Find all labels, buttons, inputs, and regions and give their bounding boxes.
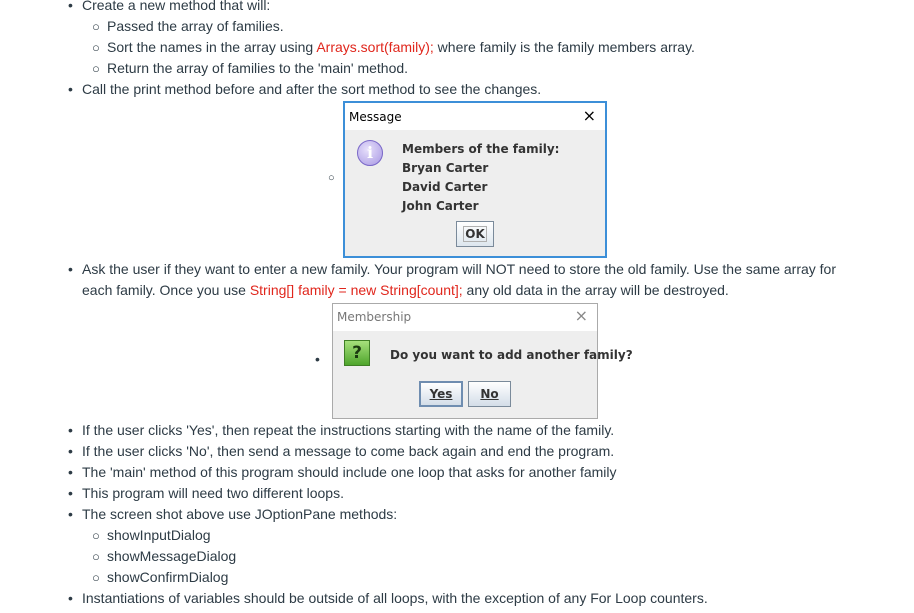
item-text: showConfirmDialog [107,569,229,585]
sub-list-item [92,58,409,79]
message-dialog [343,101,607,258]
item-text: showMessageDialog [107,548,237,564]
circle-bullet-icon: ○ [92,61,100,76]
bullet-icon: • [68,443,73,459]
bullet-icon: • [68,81,73,97]
circle-bullet-icon: ○ [92,528,100,543]
dialog-title: Membership [337,310,412,324]
info-icon: i [357,140,383,166]
bullet-icon: • [68,464,73,480]
circle-bullet-icon: ○ [328,172,335,184]
item-text: Sort the names in the array using [107,39,317,55]
close-icon[interactable]: × [582,106,596,125]
sub-list-item [92,525,211,546]
item-text: Ask the user if they want to enter a new family. Your program will NOT need to store the old family. Use the same array for [82,261,837,277]
bullet-icon: • [68,261,73,277]
list-item-continuation [82,280,729,301]
item-text: Return the array of families to the 'main' method. [107,60,409,76]
item-text: any old data in the array will be destroyed. [462,282,729,298]
dialog-title: Message [349,110,402,124]
list-item [68,420,615,441]
bullet-icon: • [68,422,73,438]
circle-bullet-icon: ○ [92,19,100,34]
code-snippet: String[] family = new String[count]; [249,282,463,298]
dialog-title-bar [345,103,605,130]
sub-list-item [92,546,237,567]
item-text: where family is the family members array. [433,39,695,55]
item-text: Passed the array of families. [107,18,284,34]
message-line: John Carter [402,199,479,213]
sub-list-item [92,37,695,58]
message-line: Bryan Carter [402,161,489,175]
list-item [68,462,617,483]
sub-list-item [92,567,229,588]
item-text: each family. Once you use [82,282,250,298]
list-item [68,79,542,100]
bullet-icon: • [68,506,73,522]
item-text: If the user clicks 'No', then send a message to come back again and end the program. [82,443,615,459]
bullet-icon: • [68,590,73,606]
bullet-icon: • [68,485,73,501]
item-text: Call the print method before and after the sort method to see the changes. [82,81,542,97]
close-icon[interactable]: × [574,306,588,325]
no-button[interactable]: No [468,381,511,407]
circle-bullet-icon: ○ [92,549,100,564]
item-text: The screen shot above use JOptionPane methods: [82,506,398,522]
question-icon: ? [344,340,370,366]
bullet-icon: • [68,0,73,13]
message-line: Members of the family: [402,142,560,156]
list-item [68,588,708,609]
item-text: If the user clicks 'Yes', then repeat the instructions starting with the name of the family. [82,422,615,438]
circle-bullet-icon: ○ [92,40,100,55]
list-item [68,259,837,280]
circle-bullet-icon: ○ [92,570,100,585]
dialog-title-bar [333,304,597,331]
message-line: David Carter [402,180,488,194]
item-text: showInputDialog [107,527,211,543]
membership-dialog [332,303,633,419]
list-item [68,483,344,504]
bullet-icon: • [315,351,320,367]
yes-button[interactable]: Yes [419,381,463,407]
list-item [68,504,398,525]
list-item [68,441,615,462]
item-text: The 'main' method of this program should include one loop that asks for another family [82,464,617,480]
ok-button[interactable] [456,221,494,247]
sub-list-item [92,16,284,37]
dialog-question: Do you want to add another family? [390,348,633,362]
ok-button-label: OK [465,227,485,241]
item-text: Instantiations of variables should be outside of all loops, with the exception of any For Loop counters. [82,590,708,606]
code-snippet: Arrays.sort(family); [316,39,434,55]
list-item [68,0,271,16]
item-text: Create a new method that will: [82,0,271,13]
item-text: This program will need two different loops. [82,485,344,501]
